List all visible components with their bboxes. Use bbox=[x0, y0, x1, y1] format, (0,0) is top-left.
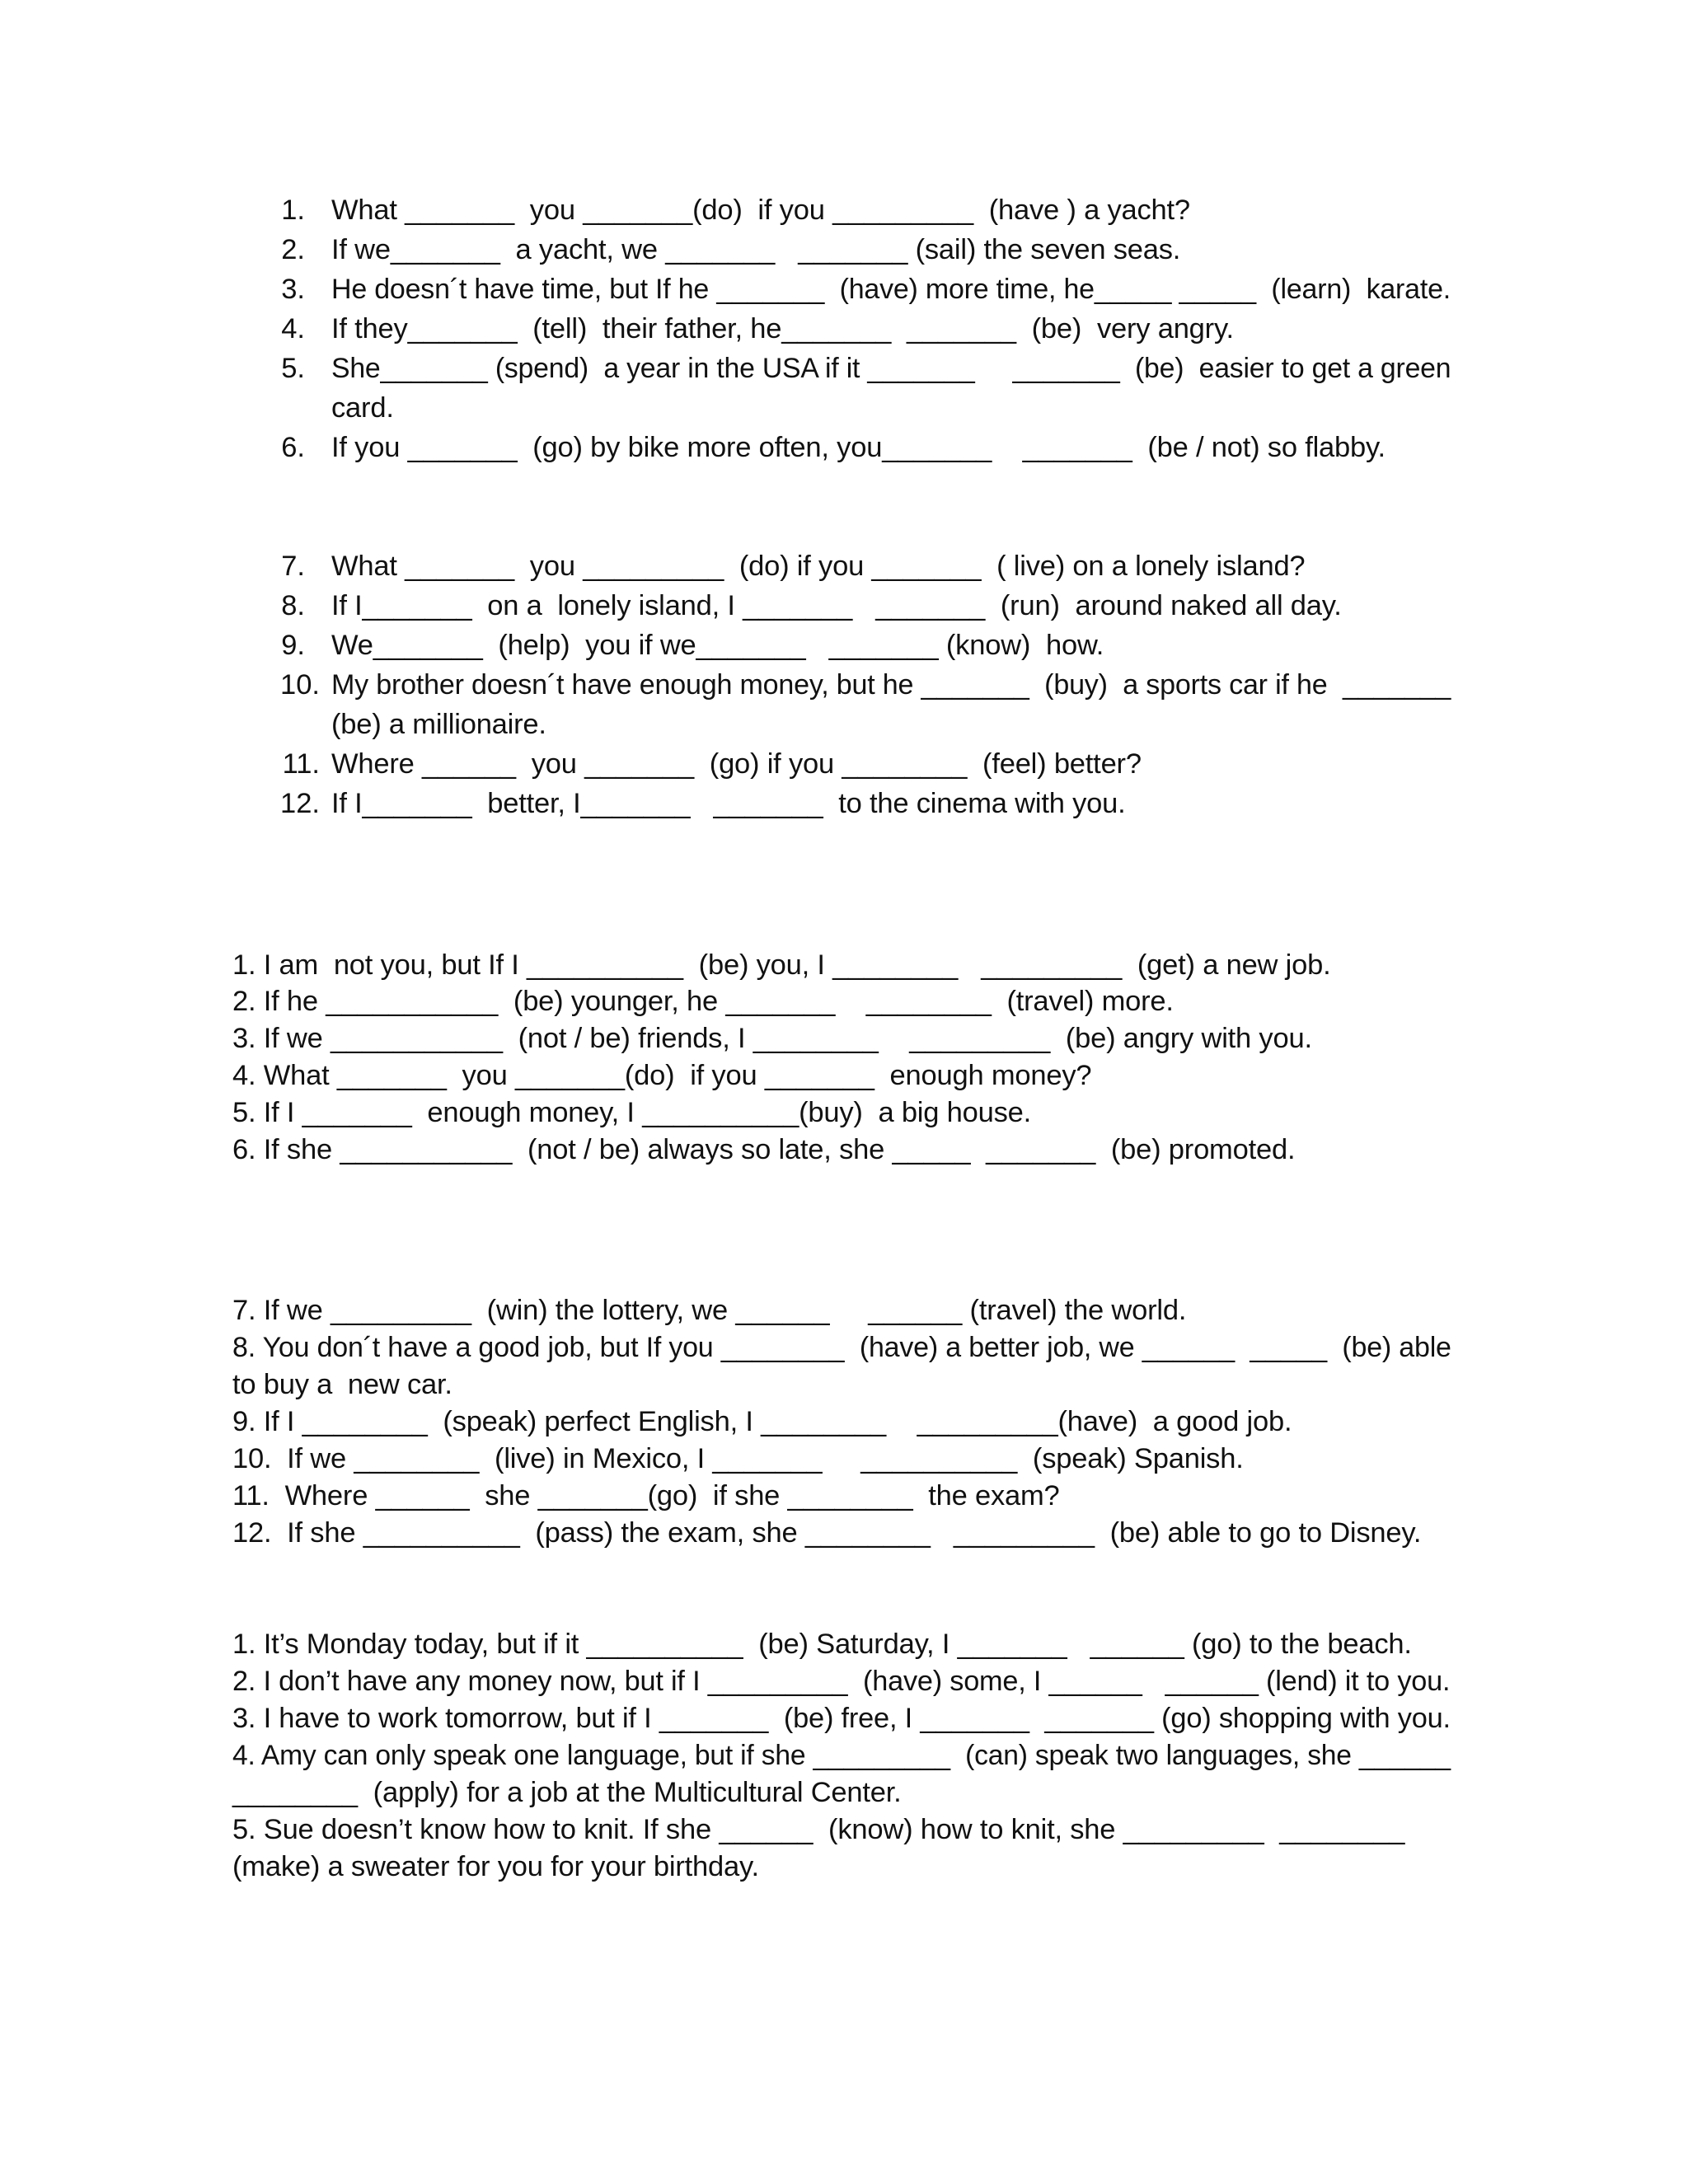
exercise-line: If they_______ (tell) their father, he_______ _______ (be) very angry. bbox=[331, 313, 1234, 344]
exercise-line: 4. Amy can only speak one language, but if she _________ (can) speak two languages, she ______ bbox=[232, 1740, 1451, 1771]
exercise-line: 2. If he ___________ (be) younger, he _______ ________ (travel) more. bbox=[232, 986, 1174, 1017]
exercise-line: If we_______ a yacht, we _______ _______ (sail) the seven seas. bbox=[331, 234, 1181, 265]
exercise-line: What _______ you _________ (do) if you _______ ( live) on a lonely island? bbox=[331, 551, 1306, 582]
exercise-line: Where ______ you _______ (go) if you ________ (feel) better? bbox=[331, 748, 1142, 780]
exercise-line: 7. If we _________ (win) the lottery, we ______ ______ (travel) the world. bbox=[232, 1295, 1187, 1326]
item-number: 4. bbox=[281, 313, 305, 344]
item-number: 1. bbox=[281, 194, 305, 226]
exercise-line: She_______ (spend) a year in the USA if it _______ _______ (be) easier to get a green bbox=[331, 353, 1451, 384]
item-number: 12. bbox=[280, 788, 320, 819]
exercise-line: 10. If we ________ (live) in Mexico, I _______ __________ (speak) Spanish. bbox=[232, 1443, 1244, 1474]
exercise-line: We_______ (help) you if we_______ _______ (know) how. bbox=[331, 630, 1104, 661]
exercise-line: 5. If I _______ enough money, I __________(buy) a big house. bbox=[232, 1097, 1032, 1128]
exercise-line: If I_______ on a lonely island, I _______ _______ (run) around naked all day. bbox=[331, 590, 1342, 621]
item-number: 3. bbox=[281, 274, 305, 305]
exercise-line: He doesn´t have time, but If he _______ (have) more time, he_____ _____ (learn) karate. bbox=[331, 274, 1451, 305]
exercise-line: If I_______ better, I_______ _______ to the cinema with you. bbox=[331, 788, 1126, 819]
exercise-line: 4. What _______ you _______(do) if you _______ enough money? bbox=[232, 1060, 1092, 1091]
exercise-line: 3. I have to work tomorrow, but if I _______ (be) free, I _______ _______ (go) shopping with you. bbox=[232, 1703, 1451, 1734]
exercise-line: 9. If I ________ (speak) perfect English, I ________ _________(have) a good job. bbox=[232, 1406, 1292, 1437]
exercise-line: What _______ you _______(do) if you _________ (have ) a yacht? bbox=[331, 194, 1190, 226]
item-number: 5. bbox=[281, 353, 305, 384]
exercise-line: (make) a sweater for you for your birthday. bbox=[232, 1851, 759, 1882]
exercise-line: 11. Where ______ she _______(go) if she ________ the exam? bbox=[232, 1480, 1060, 1511]
item-number: 6. bbox=[281, 432, 305, 463]
exercise-line: (be) a millionaire. bbox=[331, 709, 546, 740]
item-number: 2. bbox=[281, 234, 305, 265]
exercise-line: 6. If she ___________ (not / be) always so late, she _____ _______ (be) promoted. bbox=[232, 1134, 1296, 1165]
item-number: 10. bbox=[280, 669, 320, 701]
exercise-line: 2. I don’t have any money now, but if I _________ (have) some, I ______ ______ (lend) it to you. bbox=[232, 1666, 1451, 1697]
item-number: 8. bbox=[281, 590, 305, 621]
exercise-line: My brother doesn´t have enough money, but he _______ (buy) a sports car if he _______ bbox=[331, 669, 1451, 701]
exercise-line: 1. I am not you, but If I __________ (be) you, I ________ _________ (get) a new job. bbox=[232, 949, 1331, 981]
item-number: 9. bbox=[281, 630, 305, 661]
exercise-line: If you _______ (go) by bike more often, you_______ _______ (be / not) so flabby. bbox=[331, 432, 1386, 463]
exercise-line: 5. Sue doesn’t know how to knit. If she ______ (know) how to knit, she _________ ________ bbox=[232, 1814, 1405, 1845]
exercise-line: 12. If she __________ (pass) the exam, she ________ _________ (be) able to go to Disney. bbox=[232, 1517, 1422, 1549]
exercise-line: 1. It’s Monday today, but if it __________ (be) Saturday, I _______ ______ (go) to the beach. bbox=[232, 1629, 1412, 1660]
exercise-line: 3. If we ___________ (not / be) friends, I ________ _________ (be) angry with you. bbox=[232, 1023, 1312, 1054]
exercise-line: card. bbox=[331, 392, 394, 424]
exercise-line: ________ (apply) for a job at the Multicultural Center. bbox=[232, 1777, 902, 1808]
item-number: 7. bbox=[281, 551, 305, 582]
exercise-line: 8. You don´t have a good job, but If you ________ (have) a better job, we ______ _____ (be) able bbox=[232, 1332, 1451, 1363]
item-number: 11. bbox=[282, 748, 320, 780]
exercise-line: to buy a new car. bbox=[232, 1369, 452, 1400]
